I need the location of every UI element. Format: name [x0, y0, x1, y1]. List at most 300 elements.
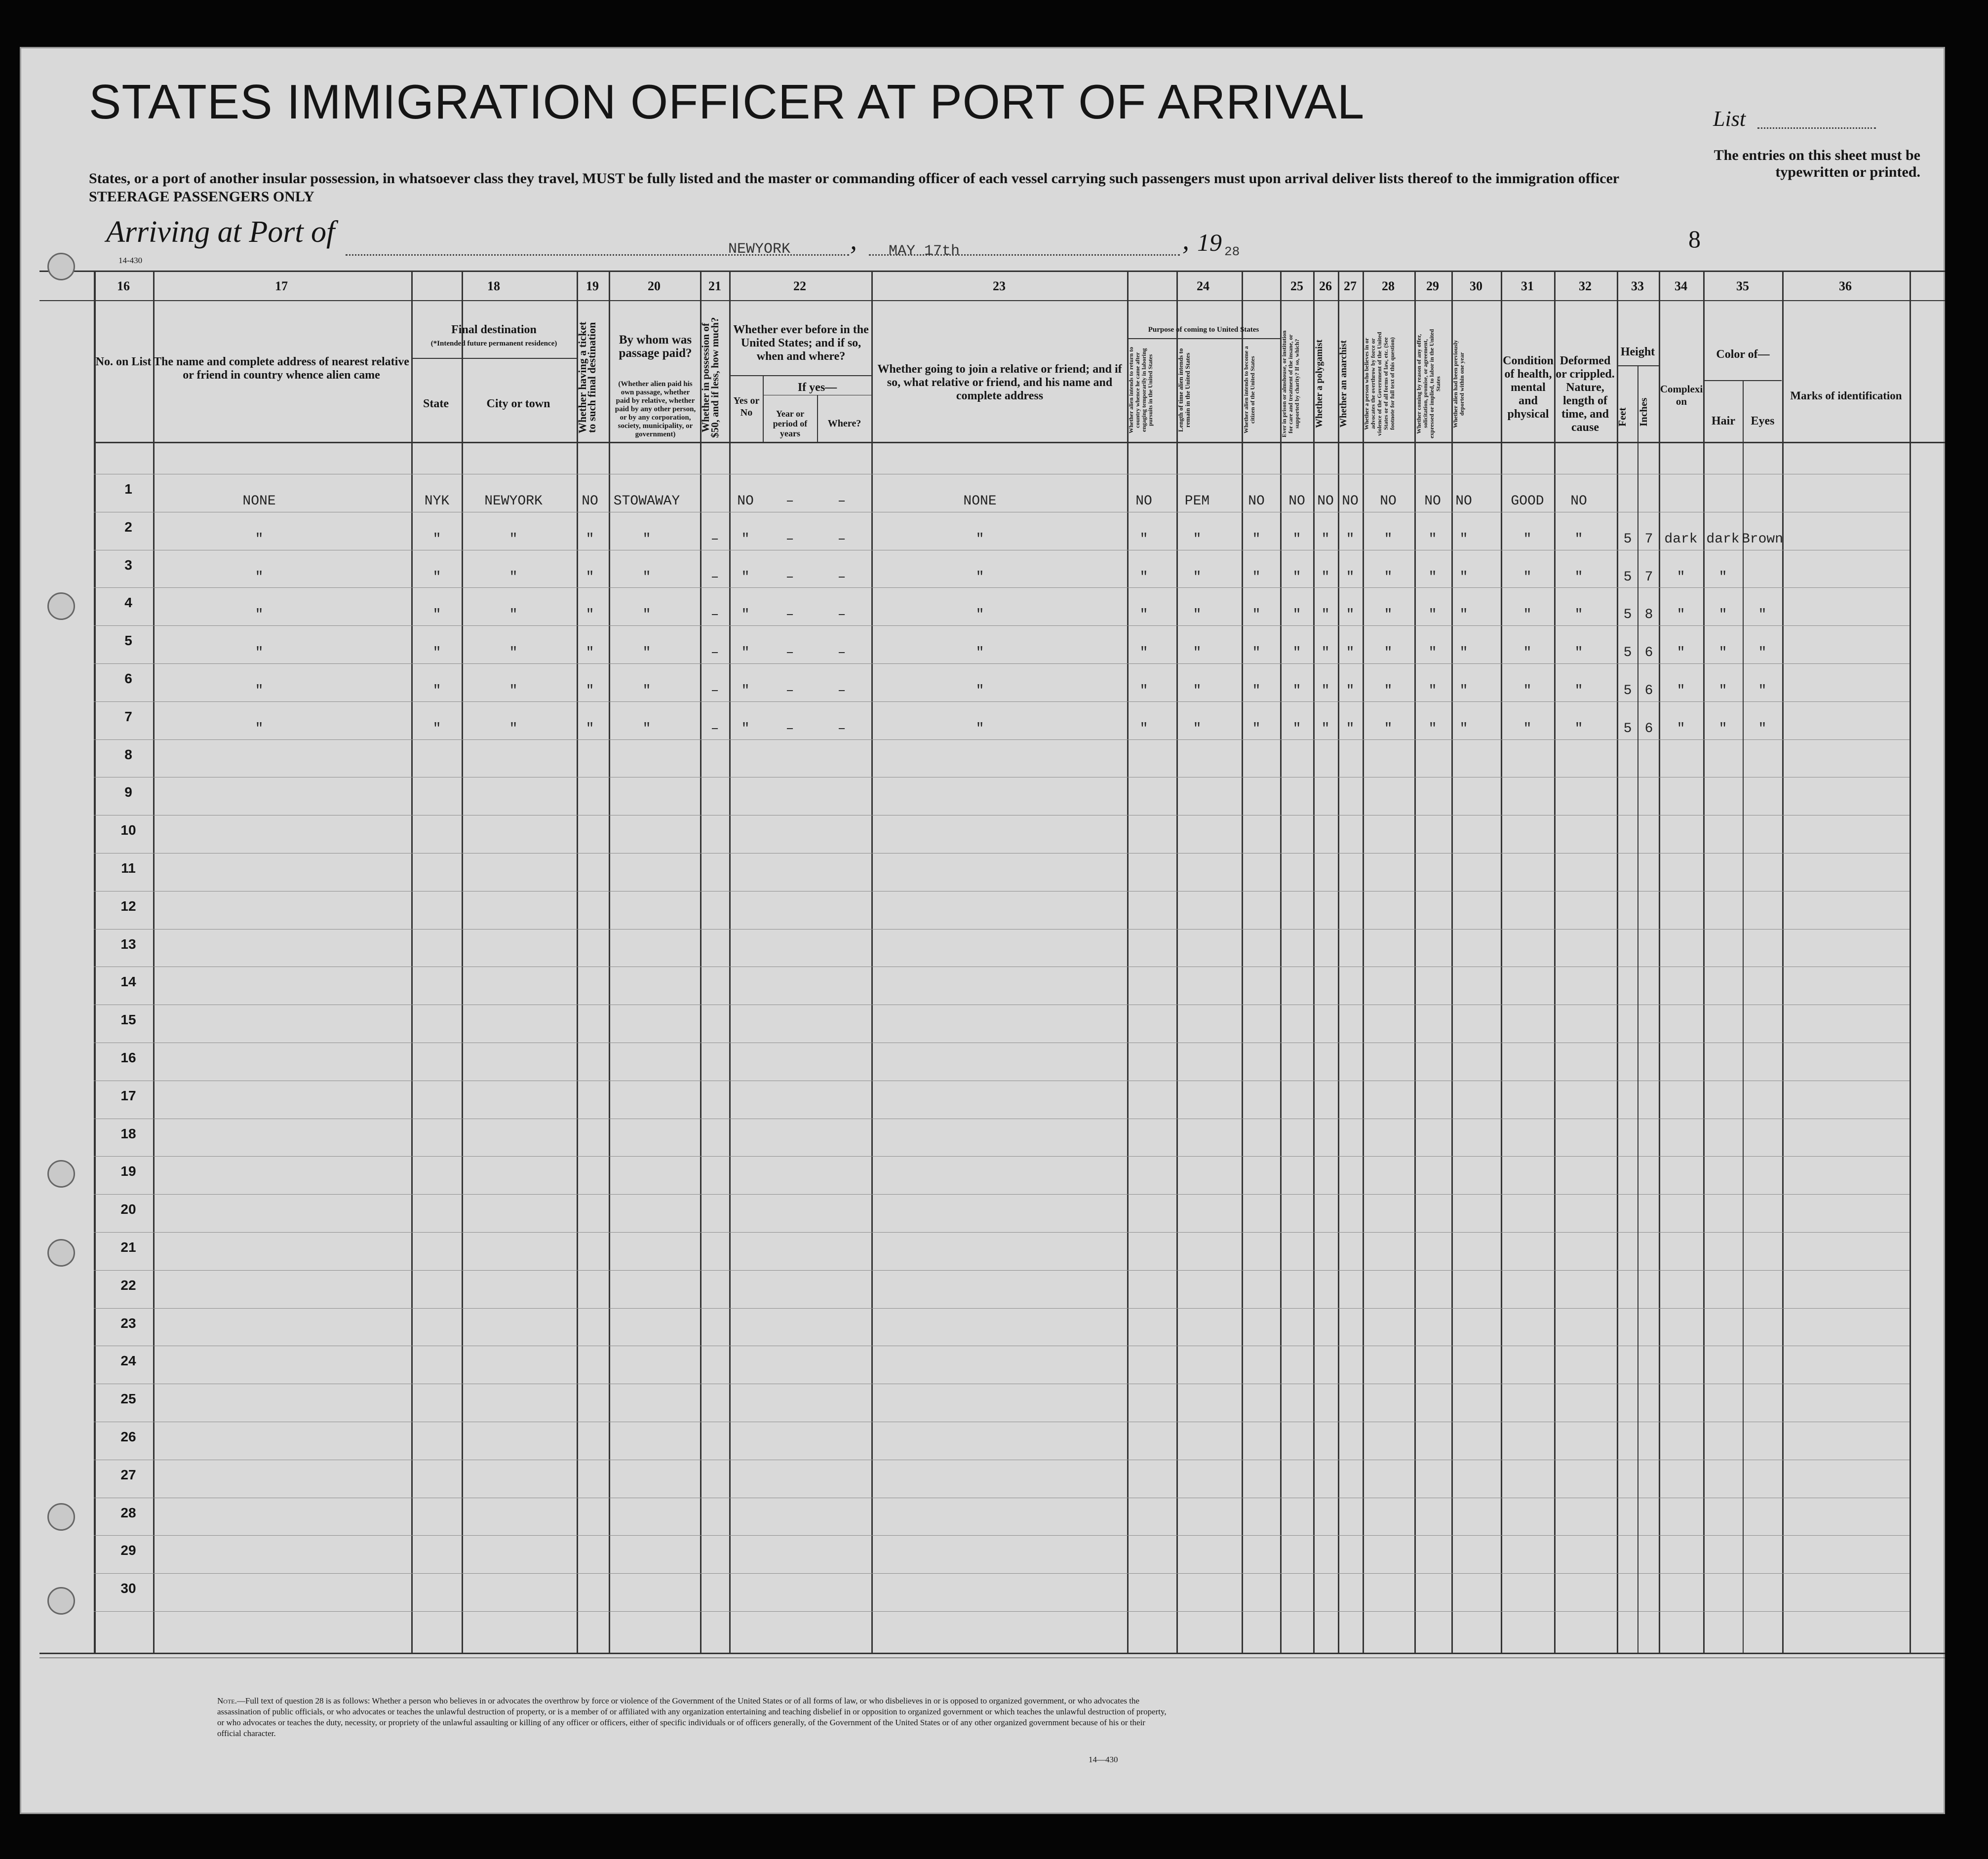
- cell-inches: 7: [1644, 570, 1653, 585]
- column-number: 20: [648, 279, 661, 293]
- column-number: 25: [1290, 279, 1303, 293]
- c33-feet-header: Feet: [1616, 407, 1628, 427]
- cell-city: ": [509, 721, 518, 736]
- cell-hair: ": [1718, 570, 1727, 585]
- cell-c29: ": [1428, 532, 1437, 547]
- cell-ticket: ": [585, 683, 594, 698]
- date-value: MAY 17th: [889, 243, 960, 260]
- cell-before: ": [741, 721, 750, 736]
- binder-hole: [47, 1503, 75, 1531]
- comma-mark: ,: [850, 225, 857, 256]
- cell-city: ": [509, 645, 518, 660]
- cell-length: PEM: [1184, 494, 1210, 509]
- c18-city-header: City or town: [486, 397, 550, 410]
- cell-citizen: ": [1252, 683, 1261, 698]
- c22-sub-rule: [729, 375, 871, 376]
- cell-join: ": [975, 683, 984, 698]
- cell-hair: ": [1718, 645, 1727, 660]
- cell-prison: ": [1292, 645, 1301, 660]
- cell-deformed: NO: [1570, 494, 1587, 509]
- column-rule: [700, 271, 702, 1653]
- row-number: 5: [124, 633, 132, 648]
- cell-ticket: ": [585, 607, 594, 622]
- cell-c30: ": [1459, 532, 1468, 547]
- column-rule: [94, 271, 96, 1653]
- column-rule: [729, 271, 731, 1653]
- page-title: STATES IMMIGRATION OFFICER AT PORT OF ARRIVAL: [89, 75, 1365, 129]
- entries-note: The entries on this sheet must be typewritten or printed.: [1714, 147, 1920, 180]
- cell-return: NO: [1135, 494, 1152, 509]
- header-bottom-rule: [94, 442, 1945, 443]
- cell-where: –: [837, 494, 846, 509]
- cell-citizen: NO: [1248, 494, 1265, 509]
- row-number: 19: [120, 1163, 136, 1179]
- cell-polyg: ": [1321, 607, 1330, 622]
- c20-note: (Whether alien paid his own passage, whether paid by relative, whether paid by any other person, or by any corporation, society, municipality, or government): [615, 380, 696, 438]
- cell-paid: ": [642, 570, 651, 585]
- cell-length: ": [1193, 607, 1202, 622]
- column-rule: [1338, 271, 1339, 1653]
- cell-join: NONE: [963, 494, 997, 509]
- cell-c28: ": [1384, 607, 1393, 622]
- row-number: 17: [120, 1088, 136, 1103]
- row-number: 28: [120, 1505, 136, 1520]
- cell-c17: ": [255, 645, 264, 660]
- cell-eyes: ": [1758, 607, 1767, 622]
- cell-join: ": [975, 532, 984, 547]
- c26-header: Whether a polygamist: [1314, 339, 1325, 428]
- cell-state: ": [432, 607, 441, 622]
- cell-compl: ": [1676, 570, 1685, 585]
- cell-length: ": [1193, 683, 1202, 698]
- cell-length: ": [1193, 645, 1202, 660]
- cell-before: ": [741, 683, 750, 698]
- cell-compl: ": [1676, 645, 1685, 660]
- binder-hole: [47, 1160, 75, 1188]
- cell-paid: ": [642, 645, 651, 660]
- column-rule: [153, 271, 155, 1653]
- row-number: 20: [120, 1201, 136, 1217]
- cell-state: ": [432, 570, 441, 585]
- cell-feet: 5: [1623, 607, 1632, 622]
- column-number: 26: [1319, 279, 1332, 293]
- cell-prison: ": [1292, 570, 1301, 585]
- cell-state: ": [432, 683, 441, 698]
- cell-before: NO: [737, 494, 754, 509]
- cell-ticket: ": [585, 532, 594, 547]
- row-number: 14: [120, 974, 136, 989]
- cell-prison: ": [1292, 532, 1301, 547]
- cell-anarch: ": [1346, 570, 1355, 585]
- c29-header: Whether coming by reason of any offer, solicitation, promise, or agreement, expressed or implied, to labor in the United States: [1415, 329, 1442, 439]
- cell-year: –: [785, 570, 794, 585]
- cell-health: ": [1523, 570, 1532, 585]
- cell-where: –: [837, 532, 846, 547]
- c33-inches-header: Inches: [1637, 397, 1649, 427]
- row-number: 13: [120, 936, 136, 952]
- column-rule: [1280, 271, 1282, 1653]
- cell-city: ": [509, 683, 518, 698]
- footnote-label: Note.: [217, 1696, 237, 1705]
- row-number: 11: [121, 860, 136, 876]
- cell-city: ": [509, 607, 518, 622]
- c27-header: Whether an anarchist: [1338, 340, 1349, 427]
- cell-c17: ": [255, 532, 264, 547]
- cell-anarch: ": [1346, 532, 1355, 547]
- column-rule: [609, 271, 610, 1653]
- c22-ifyes-header: If yes—: [797, 381, 837, 394]
- cell-before: ": [741, 607, 750, 622]
- column-number: 19: [586, 279, 599, 293]
- year-suffix: 28: [1224, 244, 1240, 259]
- column-number: 30: [1470, 279, 1482, 293]
- instructions-text: States, or a port of another insular possession, in whatsoever class they travel, MUST be fully listed and the master or commanding officer of each vessel carrying such passengers must upon arrival deliver lists thereof to the immigration officer: [89, 170, 1620, 187]
- column-rule: [1313, 271, 1315, 1653]
- c35-eyes-header: Eyes: [1751, 415, 1775, 427]
- row-number: 10: [120, 822, 136, 838]
- form-code-top: 14-430: [118, 256, 143, 265]
- c20-header: By whom was passage paid?: [619, 333, 692, 360]
- cell-money: –: [710, 721, 719, 736]
- cell-anarch: ": [1346, 607, 1355, 622]
- cell-paid: ": [642, 721, 651, 736]
- column-number: 34: [1675, 279, 1687, 293]
- c33-split: [1637, 365, 1638, 1654]
- cell-deformed: ": [1574, 532, 1583, 547]
- footnote: [217, 1696, 1170, 1739]
- cell-hair: ": [1718, 683, 1727, 698]
- cell-ticket: ": [585, 570, 594, 585]
- column-rule: [577, 271, 578, 1653]
- cell-return: ": [1139, 532, 1148, 547]
- cell-hair: dark: [1706, 532, 1740, 547]
- cell-return: ": [1139, 645, 1148, 660]
- column-rule: [1127, 271, 1129, 1653]
- cell-length: ": [1193, 570, 1202, 585]
- cell-city: ": [509, 532, 518, 547]
- c30-header: Whether alien had been previously deported within one year: [1452, 340, 1465, 428]
- c22-where-header: Where?: [827, 418, 861, 429]
- cell-state: NYK: [424, 494, 450, 509]
- cell-hair: ": [1718, 721, 1727, 736]
- cell-c30: NO: [1455, 494, 1472, 509]
- c22-yesno-header: Yes or No: [733, 395, 760, 418]
- cell-polyg: ": [1321, 570, 1330, 585]
- cell-prison: ": [1292, 683, 1301, 698]
- cell-ticket: ": [585, 645, 594, 660]
- column-number: 36: [1839, 279, 1852, 293]
- column-number: 29: [1426, 279, 1439, 293]
- cell-inches: 8: [1644, 607, 1653, 622]
- c34-header: Complexion: [1660, 383, 1703, 407]
- cell-join: ": [975, 721, 984, 736]
- cell-compl: ": [1676, 607, 1685, 622]
- row-number: 22: [120, 1278, 136, 1293]
- cell-where: –: [837, 570, 846, 585]
- cell-deformed: ": [1574, 570, 1583, 585]
- column-rule: [411, 271, 413, 1653]
- row-number: 15: [120, 1012, 136, 1027]
- cell-c30: ": [1459, 570, 1468, 585]
- cell-citizen: ": [1252, 721, 1261, 736]
- column-number: 17: [275, 279, 288, 293]
- row-number: 18: [120, 1126, 136, 1141]
- c35-split: [1743, 380, 1744, 1654]
- row-number: 4: [124, 595, 132, 610]
- c25-header: Ever in prison or almshouse, or institution for care and treatment of the insane, or supported by charity? If so, which?: [1281, 330, 1300, 437]
- cell-prison: ": [1292, 607, 1301, 622]
- column-number: 16: [117, 279, 130, 293]
- column-number: 21: [708, 279, 721, 293]
- column-rule: [871, 271, 873, 1653]
- cell-before: ": [741, 532, 750, 547]
- cell-prison: NO: [1288, 494, 1305, 509]
- cell-c17: NONE: [242, 494, 276, 509]
- cell-year: –: [785, 645, 794, 660]
- row-number: 7: [124, 709, 132, 724]
- c23-header: Whether going to join a relative or friend; and if so, what relative or friend, and his name and complete address: [877, 363, 1122, 402]
- row-number: 12: [120, 898, 136, 914]
- cell-polyg: NO: [1317, 494, 1334, 509]
- row-number: 6: [124, 671, 132, 686]
- c24-citizen-header: Whether alien intends to become a citizen of the United States: [1243, 346, 1256, 434]
- cell-city: NEWYORK: [484, 494, 543, 509]
- row-number: 16: [120, 1050, 136, 1065]
- cell-eyes: ": [1758, 721, 1767, 736]
- cell-polyg: ": [1321, 645, 1330, 660]
- cell-before: ": [741, 570, 750, 585]
- c21-header: Whether in possession of $50, and if less, how much?: [700, 317, 721, 438]
- cell-polyg: ": [1321, 721, 1330, 736]
- cell-compl: ": [1676, 721, 1685, 736]
- cell-eyes: ": [1758, 645, 1767, 660]
- cell-deformed: ": [1574, 607, 1583, 622]
- cell-paid: STOWAWAY: [613, 494, 680, 509]
- column-number: 32: [1579, 279, 1592, 293]
- column-rule: [1659, 271, 1660, 1653]
- cell-feet: 5: [1623, 645, 1632, 660]
- cell-compl: dark: [1664, 532, 1698, 547]
- c24-length-header: Length of time alien intends to remain in the United States: [1177, 348, 1191, 432]
- list-number-blank: [1757, 127, 1876, 129]
- cell-c29: ": [1428, 570, 1437, 585]
- cell-eyes: ": [1758, 683, 1767, 698]
- cell-citizen: ": [1252, 645, 1261, 660]
- cell-where: –: [837, 645, 846, 660]
- c35-hair-header: Hair: [1712, 415, 1735, 427]
- cell-citizen: ": [1252, 570, 1261, 585]
- cell-year: –: [785, 494, 794, 509]
- column-number: 18: [487, 279, 500, 293]
- cell-state: ": [432, 721, 441, 736]
- column-number: 24: [1197, 279, 1209, 293]
- cell-health: ": [1523, 532, 1532, 547]
- c22-split-a: [763, 375, 764, 442]
- cell-paid: ": [642, 607, 651, 622]
- cell-feet: 5: [1623, 683, 1632, 698]
- form-code-bottom: 14—430: [1089, 1755, 1118, 1764]
- c24-sub-rule: [1127, 338, 1280, 339]
- c31-header: Condition of health, mental and physical: [1503, 354, 1554, 421]
- cell-c28: ": [1384, 721, 1393, 736]
- cell-return: ": [1139, 570, 1148, 585]
- cell-c29: ": [1428, 721, 1437, 736]
- column-rule: [1363, 271, 1364, 1653]
- cell-where: –: [837, 683, 846, 698]
- row-number: 23: [120, 1316, 136, 1331]
- row-number: 2: [124, 519, 132, 535]
- c24-return-header: Whether alien intends to return to country whence he came after engaging temporarily in laboring pursuits in the United States: [1128, 347, 1154, 433]
- column-number: 33: [1631, 279, 1644, 293]
- cell-c30: ": [1459, 645, 1468, 660]
- cell-polyg: ": [1321, 532, 1330, 547]
- row-number: 29: [120, 1543, 136, 1558]
- cell-money: –: [710, 645, 719, 660]
- cell-year: –: [785, 721, 794, 736]
- c17-header: The name and complete address of nearest relative or friend in country whence alien came: [154, 355, 409, 382]
- cell-c29: ": [1428, 645, 1437, 660]
- cell-c28: ": [1384, 645, 1393, 660]
- cell-anarch: ": [1346, 645, 1355, 660]
- cell-city: ": [509, 570, 518, 585]
- row-number: 30: [120, 1581, 136, 1596]
- row-number: 1: [124, 481, 132, 497]
- c33-header: Height: [1620, 346, 1655, 358]
- comma-mark-2: ,: [1182, 225, 1189, 256]
- cell-join: ": [975, 645, 984, 660]
- cell-health: ": [1523, 721, 1532, 736]
- c36-header: Marks of identification: [1790, 389, 1902, 402]
- c32-header: Deformed or crippled. Nature, length of time, and cause: [1556, 354, 1615, 434]
- column-rule: [1414, 271, 1416, 1653]
- cell-where: –: [837, 721, 846, 736]
- cell-c28: ": [1384, 570, 1393, 585]
- footnote-text: —Full text of question 28 is as follows: Whether a person who believes in or advocates the overthrow by force or violence of the Government of the United States or of all forms of law, or who disbelieves in or is opposed to organized government, or who advocates the assassination of public officials, or who advocates or teaches the unlawful destruction of property, or is a member of or affiliated with any organization entertaining and teaching disbelief in or opposition to organized government or which teaches the unlawful destruction of property, or who advocates or teaches the duty, necessity, or propriety of the unlawful assaulting or killing of any officer or officers, either of specific individuals or of officers generally, of the Government of the United States or of any other organized government because of his or their official character.: [217, 1696, 1167, 1738]
- cell-c29: ": [1428, 683, 1437, 698]
- cell-deformed: ": [1574, 645, 1583, 660]
- cell-hair: ": [1718, 607, 1727, 622]
- cell-prison: ": [1292, 721, 1301, 736]
- row-number: 25: [120, 1391, 136, 1406]
- cell-feet: 5: [1623, 532, 1632, 547]
- c24-header: Purpose of coming to United States: [1148, 326, 1259, 334]
- cell-inches: 6: [1644, 645, 1653, 660]
- cell-c28: ": [1384, 532, 1393, 547]
- cell-join: ": [975, 607, 984, 622]
- cell-return: ": [1139, 721, 1148, 736]
- cell-c30: ": [1459, 721, 1468, 736]
- column-number: 31: [1521, 279, 1534, 293]
- cell-c29: ": [1428, 607, 1437, 622]
- sheet-number: 8: [1688, 225, 1701, 253]
- cell-health: ": [1523, 683, 1532, 698]
- cell-citizen: ": [1252, 607, 1261, 622]
- cell-health: ": [1523, 645, 1532, 660]
- cell-eyes: Brown: [1741, 532, 1784, 547]
- column-rule: [1782, 271, 1784, 1653]
- cell-c29: NO: [1424, 494, 1441, 509]
- cell-c17: ": [255, 683, 264, 698]
- c28-header: Whether a person who believes in or advocates the overthrow by force or violence of the Government of the United States or of all forms of law, etc. (See footnote for full text of this question): [1363, 332, 1396, 436]
- manifest-sheet: [20, 47, 1945, 1814]
- cell-inches: 6: [1644, 683, 1653, 698]
- column-rule: [1501, 271, 1502, 1653]
- cell-feet: 5: [1623, 721, 1632, 736]
- cell-inches: 7: [1644, 532, 1653, 547]
- cell-state: ": [432, 645, 441, 660]
- cell-anarch: NO: [1342, 494, 1359, 509]
- cell-year: –: [785, 607, 794, 622]
- cell-length: ": [1193, 721, 1202, 736]
- column-rule: [1617, 271, 1618, 1653]
- binder-hole: [47, 1587, 75, 1615]
- cell-c28: NO: [1380, 494, 1397, 509]
- cell-deformed: ": [1574, 683, 1583, 698]
- row-number: 3: [124, 557, 132, 573]
- cell-c28: ": [1384, 683, 1393, 698]
- cell-anarch: ": [1346, 683, 1355, 698]
- cell-anarch: ": [1346, 721, 1355, 736]
- column-number: 27: [1344, 279, 1357, 293]
- cell-c17: ": [255, 570, 264, 585]
- cell-compl: ": [1676, 683, 1685, 698]
- c18-state-header: State: [423, 397, 449, 410]
- row-number: 8: [124, 747, 132, 762]
- column-rule: [1703, 271, 1705, 1653]
- row-number: 27: [120, 1467, 136, 1482]
- cell-ticket: ": [585, 721, 594, 736]
- cell-money: –: [710, 570, 719, 585]
- c35-header: Color of—: [1716, 348, 1770, 361]
- cell-money: –: [710, 683, 719, 698]
- row-number: 21: [120, 1239, 136, 1255]
- column-number: 35: [1736, 279, 1749, 293]
- column-rule: [1910, 271, 1911, 1653]
- cell-year: –: [785, 683, 794, 698]
- cell-join: ": [975, 570, 984, 585]
- row-number: 9: [124, 784, 132, 800]
- cell-polyg: ": [1321, 683, 1330, 698]
- column-rule: [1176, 271, 1178, 1653]
- year-prefix: 19: [1197, 229, 1222, 256]
- cell-inches: 6: [1644, 721, 1653, 736]
- column-number: 28: [1382, 279, 1395, 293]
- cell-deformed: ": [1574, 721, 1583, 736]
- cell-money: –: [710, 532, 719, 547]
- cell-length: ": [1193, 532, 1202, 547]
- column-number: 22: [793, 279, 806, 293]
- column-rule: [1554, 271, 1556, 1653]
- binder-hole: [47, 1239, 75, 1267]
- cell-c30: ": [1459, 683, 1468, 698]
- cell-c17: ": [255, 721, 264, 736]
- port-value: NEWYORK: [728, 241, 791, 258]
- cell-citizen: ": [1252, 532, 1261, 547]
- c18-sub-rule: [411, 358, 577, 359]
- cell-c30: ": [1459, 607, 1468, 622]
- cell-state: ": [432, 532, 441, 547]
- cell-c17: ": [255, 607, 264, 622]
- row-number: 26: [120, 1429, 136, 1444]
- column-number: 23: [993, 279, 1006, 293]
- row-number: 24: [120, 1353, 136, 1368]
- table-bottom-border: [39, 1653, 1945, 1654]
- no-on-list-header: No. on List: [95, 355, 152, 368]
- c22-split-b: [817, 395, 818, 442]
- cell-where: –: [837, 607, 846, 622]
- cell-feet: 5: [1623, 570, 1632, 585]
- arriving-label: Arriving at Port of: [106, 215, 335, 249]
